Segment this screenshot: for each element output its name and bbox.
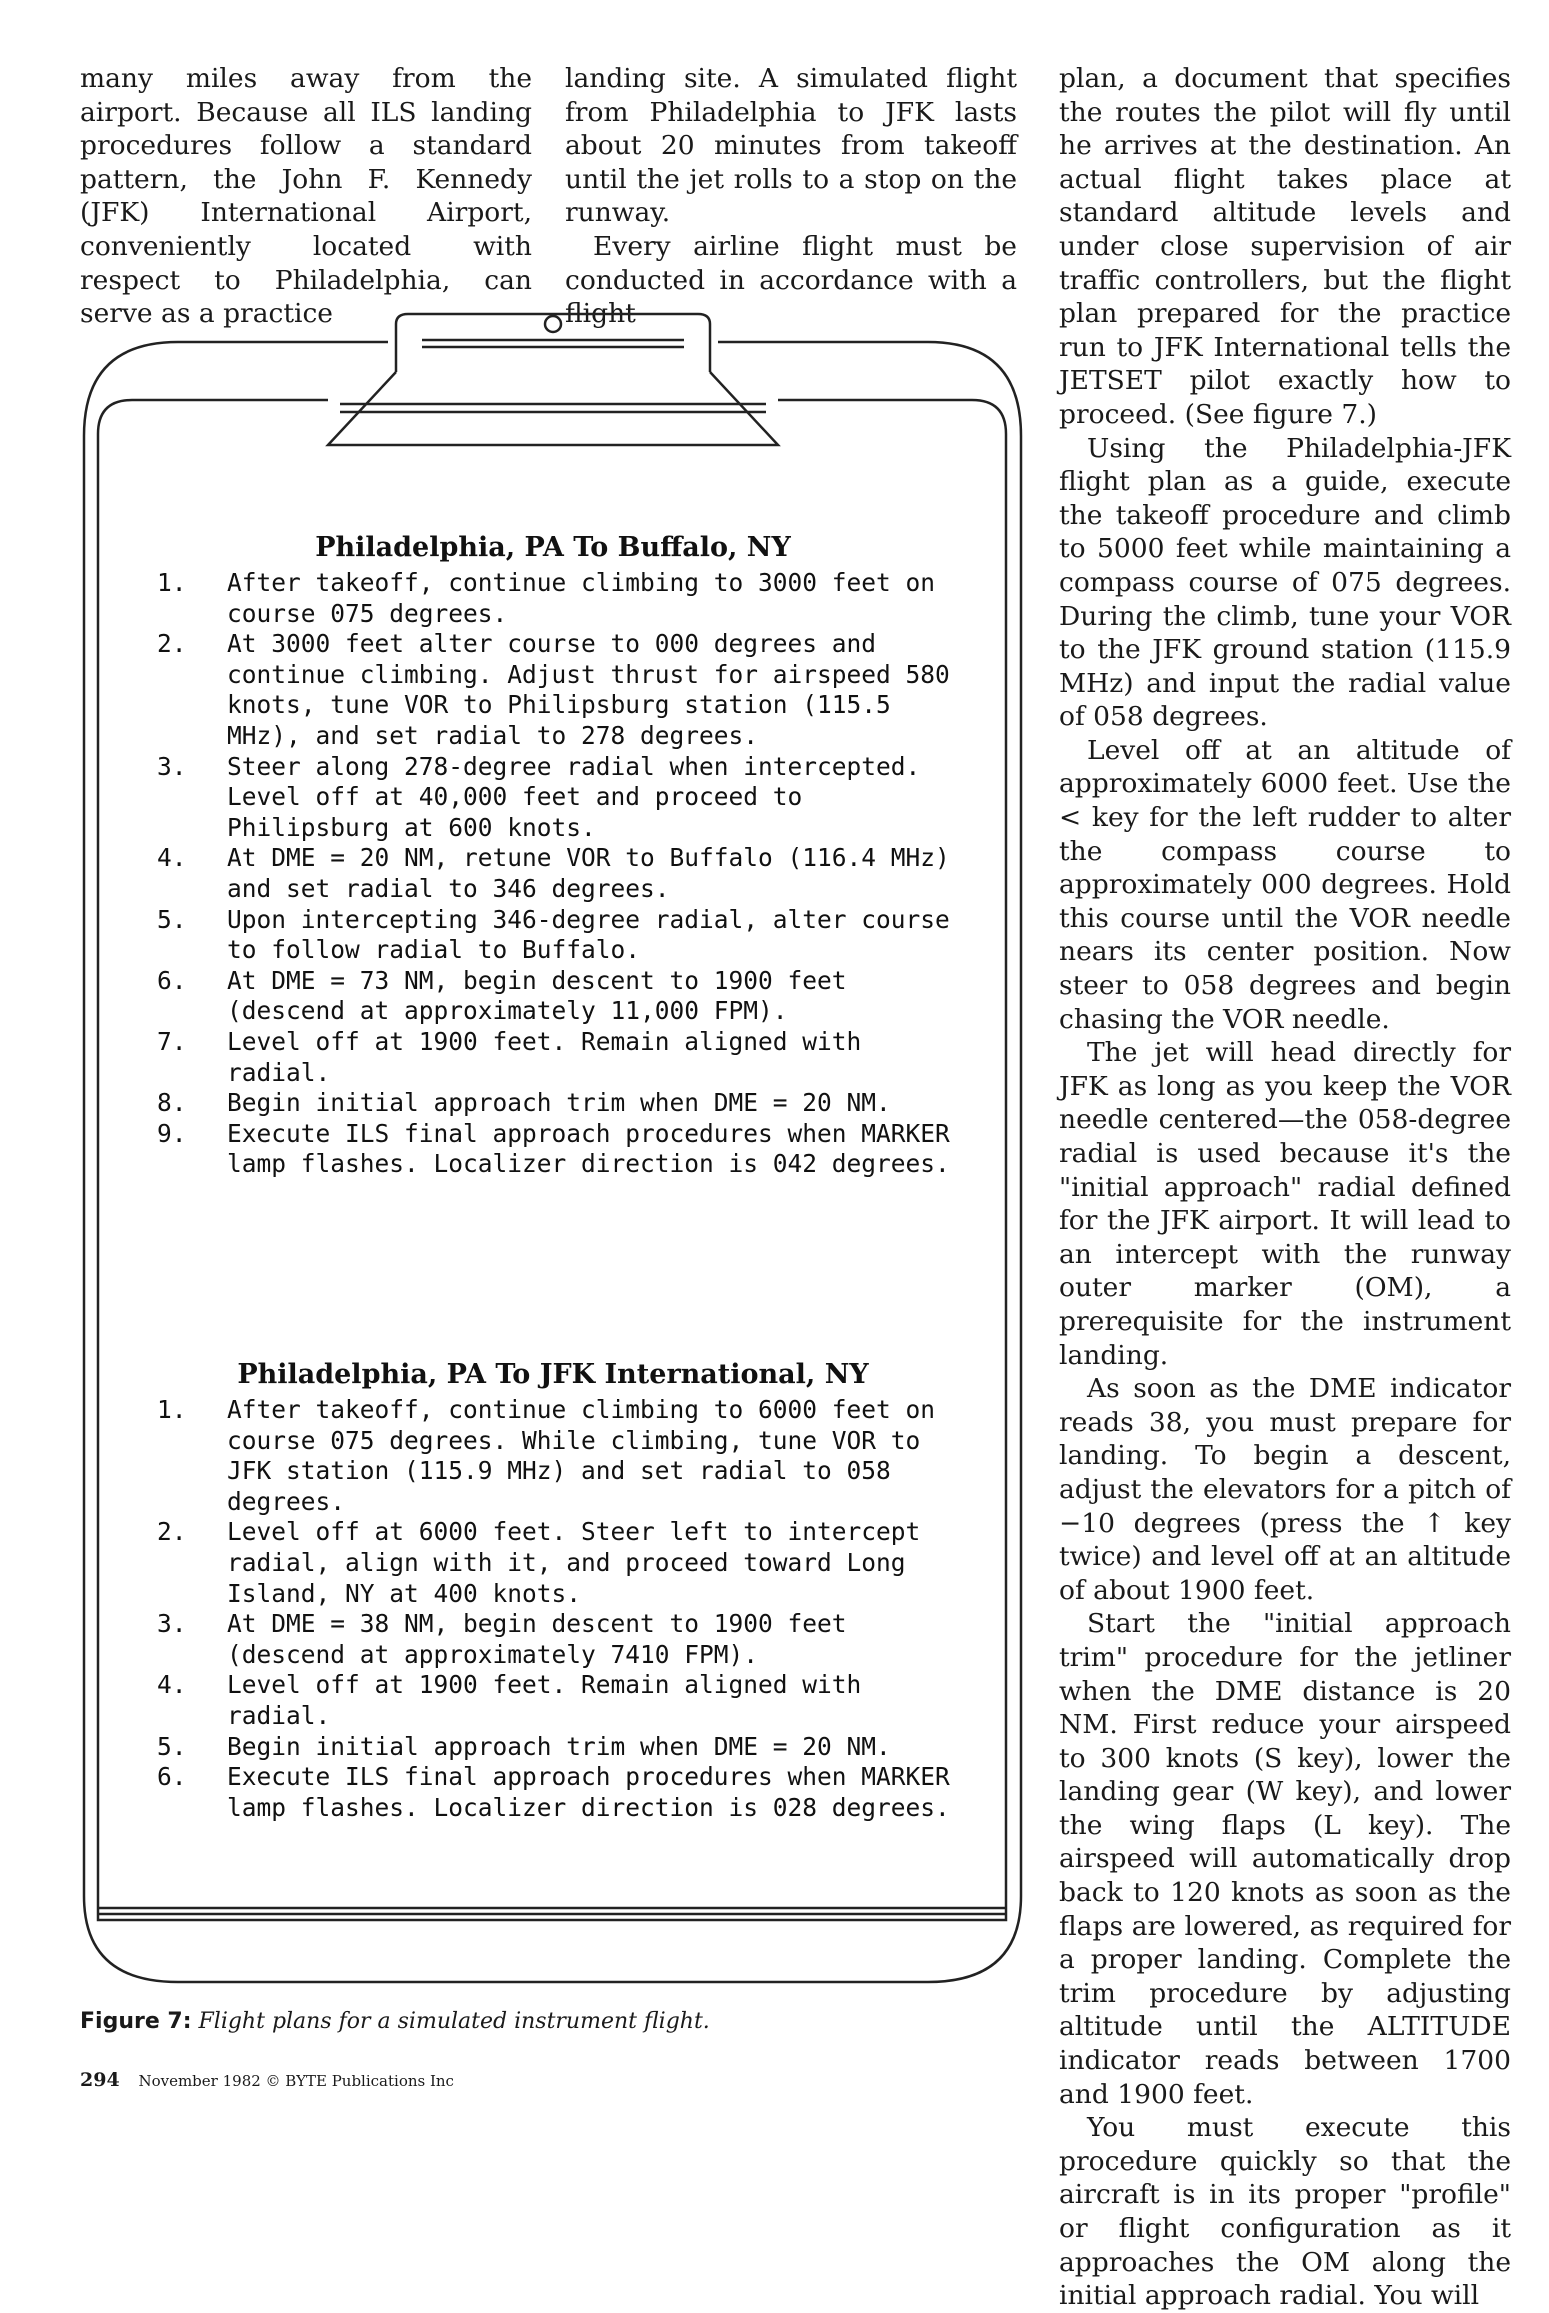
paragraph: Using the Philadelphia-JFK flight plan as a guide, execute the takeoff procedure and climb to 5000 feet while maintaining a compass course of 075 degrees. During the climb, tune your VOR to the JFK ground station (115.9 MHz) and input the radial value of 058 degrees.	[1059, 432, 1511, 733]
plan-step	[78, 1027, 1028, 1088]
plan-steps	[78, 1395, 1028, 1823]
plan-step	[78, 629, 1028, 751]
step-text: At DME = 38 NM, begin descent to 1900 feet (descend at approximately 7410 FPM).	[227, 1609, 847, 1669]
step-text: Steer along 278-degree radial when intercepted. Level off at 40,000 feet and proceed to Philipsburg at 600 knots.	[227, 751, 921, 842]
step-number: 6.	[157, 1762, 187, 1792]
step-text: Level off at 1900 feet. Remain aligned with radial.	[227, 1026, 862, 1087]
paragraph: plan, a document that specifies the routes the pilot will fly until he arrives at the destination. An actual flight takes place at standard altitude levels and under close supervision of air traffic controllers, but the flight plan prepared for the practice run to JFK International tells the JETSET pilot exactly how to proceed. (See figure 7.)	[1059, 63, 1511, 430]
paragraph: As soon as the DME indicator reads 38, you must prepare for landing. To begin a descent, adjust the elevators for a pitch of −10 degrees (press the ↑ key twice) and level off at an altitude of about 1900 feet.	[1059, 1373, 1511, 1606]
step-number: 3.	[157, 751, 187, 781]
paragraph: You must execute this procedure quickly so that the aircraft is in its proper "profile" or flight configuration as it approaches the OM along the initial approach radial. You will	[1059, 2112, 1511, 2312]
paragraph: Start the "initial approach trim" procedure for the jetliner when the DME distance is 20 NM. First reduce your airspeed to 300 knots (S key), lower the landing gear (W key), and lower the wing flaps (L key). The airspeed will automatically drop back to 120 knots as soon as the flaps are lowered, as required for a proper landing. Complete the trim procedure by adjusting altitude until the ALTITUDE indicator reads between 1700 and 1900 feet.	[1059, 1608, 1511, 2110]
plan-step	[78, 568, 1028, 629]
step-number: 6.	[157, 965, 187, 995]
step-text: Begin initial approach trim when DME = 20 NM.	[227, 1088, 891, 1118]
paragraph: landing site. A simulated flight from Philadelphia to JFK lasts about 20 minutes from takeoff until the jet rolls to a stop on the runway.	[565, 63, 1017, 229]
paragraph: many miles away from the airport. Because all ILS landing procedures follow a standard pattern, the John F. Kennedy (JFK) International Airport, conveniently located with respect to Philadelphia, can serve as a practice	[80, 63, 532, 330]
plan-title: Philadelphia, PA To JFK International, NY	[237, 1359, 869, 1390]
step-number: 8.	[157, 1088, 187, 1118]
plan-steps	[78, 568, 1028, 1180]
step-text: Execute ILS final approach procedures when MARKER lamp flashes. Localizer direction is 042 degrees.	[227, 1118, 950, 1179]
step-text: Begin initial approach trim when DME = 20 NM.	[227, 1731, 891, 1761]
step-number: 5.	[157, 1731, 187, 1761]
page-footer	[80, 2069, 454, 2092]
step-text: Execute ILS final approach procedures when MARKER lamp flashes. Localizer direction is 028 degrees.	[227, 1762, 950, 1822]
flight-plan-buffalo	[78, 530, 1028, 1180]
step-text: At DME = 73 NM, begin descent to 1900 feet (descend at approximately 11,000 FPM).	[227, 965, 847, 1026]
step-text: Level off at 1900 feet. Remain aligned with radial.	[227, 1670, 862, 1730]
step-text: After takeoff, continue climbing to 3000 feet on course 075 degrees.	[227, 568, 936, 628]
plan-step	[78, 1732, 1028, 1763]
step-number: 7.	[157, 1026, 187, 1056]
step-number: 1.	[157, 568, 187, 597]
step-text: Level off at 6000 feet. Steer left to intercept radial, align with it, and proceed toward Long Island, NY at 400 knots.	[227, 1517, 921, 1608]
article-column-2	[565, 62, 1017, 331]
plan-step	[78, 1395, 1028, 1517]
plan-step	[78, 1119, 1028, 1180]
plan-step	[78, 1762, 1028, 1823]
step-text: After takeoff, continue climbing to 6000 feet on course 075 degrees. While climbing, tune VOR to JFK station (115.9 MHz) and set radial to 058 degrees.	[227, 1395, 936, 1516]
plan-step	[78, 1517, 1028, 1609]
step-number: 4.	[157, 1670, 187, 1700]
step-number: 3.	[157, 1609, 187, 1639]
step-number: 5.	[157, 904, 187, 934]
page-number: 294	[80, 2069, 120, 2091]
plan-step	[78, 966, 1028, 1027]
clipboard-figure	[78, 300, 1028, 1990]
plan-step	[78, 1609, 1028, 1670]
article-column-1	[80, 62, 532, 331]
figure-caption-text: Flight plans for a simulated instrument flight.	[198, 2009, 710, 2034]
step-text: At 3000 feet alter course to 000 degrees and continue climbing. Adjust thrust for airspeed 580 knots, tune VOR to Philipsburg station (115.5 MHz), and set radial to 278 degrees.	[227, 629, 950, 750]
step-text: At DME = 20 NM, retune VOR to Buffalo (116.4 MHz) and set radial to 346 degrees.	[227, 843, 950, 903]
step-number: 4.	[157, 843, 187, 873]
plan-step	[78, 905, 1028, 966]
paragraph: Level off at an altitude of approximately 6000 feet. Use the < key for the left rudder to alter the compass course to approximately 000 degrees. Hold this course until the VOR needle nears its center position. Now steer to 058 degrees and begin chasing the VOR needle.	[1059, 734, 1511, 1035]
plan-step	[78, 1670, 1028, 1731]
plan-step	[78, 843, 1028, 904]
figure-label: Figure 7:	[80, 2009, 192, 2034]
step-text: Upon intercepting 346-degree radial, alter course to follow radial to Buffalo.	[227, 904, 950, 965]
paragraph: Every airline flight must be conducted in accordance with a flight	[565, 230, 1017, 330]
figure-caption	[80, 2007, 710, 2037]
step-number: 2.	[157, 1517, 187, 1547]
plan-step	[78, 1088, 1028, 1119]
step-number: 9.	[157, 1118, 187, 1148]
step-number: 1.	[157, 1395, 187, 1424]
publication-credit: November 1982 © BYTE Publications Inc	[138, 2072, 454, 2090]
paragraph: The jet will head directly for JFK as long as you keep the VOR needle centered—the 058-degree radial is used because it's the "initial approach" radial defined for the JFK airport. It will lead to an intercept with the runway outer marker (OM), a prerequisite for the instrument landing.	[1059, 1037, 1511, 1371]
step-number: 2.	[157, 629, 187, 659]
plan-title: Philadelphia, PA To Buffalo, NY	[315, 532, 791, 563]
plan-step	[78, 752, 1028, 844]
flight-plan-jfk	[78, 1357, 1028, 1823]
article-column-3	[1059, 62, 1511, 2313]
